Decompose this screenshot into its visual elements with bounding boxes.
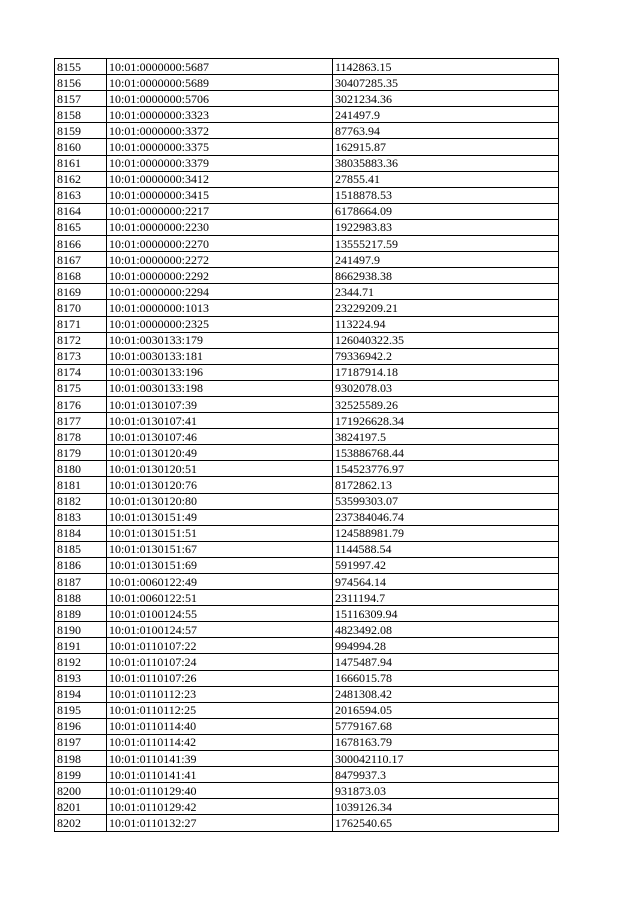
cadastral-number-cell: 10:01:0130151:51 <box>107 525 333 541</box>
table-row <box>55 767 559 783</box>
table-row <box>55 332 559 348</box>
table-row <box>55 638 559 654</box>
row-number-cell: 8168 <box>55 268 107 284</box>
cadastral-number-cell: 10:01:0000000:2230 <box>107 219 333 235</box>
value-cell: 171926628.34 <box>333 413 559 429</box>
row-number-cell: 8171 <box>55 316 107 332</box>
row-number-cell: 8188 <box>55 590 107 606</box>
value-cell: 15116309.94 <box>333 606 559 622</box>
table-body <box>55 59 559 832</box>
table-row <box>55 686 559 702</box>
table-row <box>55 574 559 590</box>
cadastral-number-cell: 10:01:0000000:3412 <box>107 171 333 187</box>
value-cell: 1144588.54 <box>333 541 559 557</box>
table-row <box>55 348 559 364</box>
value-cell: 2344.71 <box>333 284 559 300</box>
row-number-cell: 8184 <box>55 525 107 541</box>
cadastral-number-cell: 10:01:0000000:2217 <box>107 203 333 219</box>
table-row <box>55 445 559 461</box>
row-number-cell: 8181 <box>55 477 107 493</box>
table-row <box>55 91 559 107</box>
cadastral-number-cell: 10:01:0000000:5706 <box>107 91 333 107</box>
row-number-cell: 8192 <box>55 654 107 670</box>
table-row <box>55 590 559 606</box>
table-row <box>55 461 559 477</box>
value-cell: 162915.87 <box>333 139 559 155</box>
value-cell: 27855.41 <box>333 171 559 187</box>
table-row <box>55 509 559 525</box>
table-row <box>55 396 559 412</box>
cadastral-number-cell: 10:01:0130151:69 <box>107 557 333 573</box>
table-row <box>55 236 559 252</box>
table-row <box>55 187 559 203</box>
row-number-cell: 8179 <box>55 445 107 461</box>
cadastral-number-cell: 10:01:0130151:67 <box>107 541 333 557</box>
value-cell: 994994.28 <box>333 638 559 654</box>
cadastral-number-cell: 10:01:0000000:3372 <box>107 123 333 139</box>
table-row <box>55 316 559 332</box>
value-cell: 237384046.74 <box>333 509 559 525</box>
value-cell: 13555217.59 <box>333 236 559 252</box>
table-row <box>55 783 559 799</box>
row-number-cell: 8202 <box>55 815 107 831</box>
value-cell: 9302078.03 <box>333 380 559 396</box>
table-row <box>55 380 559 396</box>
cadastral-number-cell: 10:01:0000000:1013 <box>107 300 333 316</box>
table-row <box>55 284 559 300</box>
row-number-cell: 8158 <box>55 107 107 123</box>
row-number-cell: 8167 <box>55 252 107 268</box>
row-number-cell: 8160 <box>55 139 107 155</box>
row-number-cell: 8163 <box>55 187 107 203</box>
row-number-cell: 8191 <box>55 638 107 654</box>
value-cell: 4823492.08 <box>333 622 559 638</box>
cadastral-number-cell: 10:01:0110107:22 <box>107 638 333 654</box>
table-row <box>55 622 559 638</box>
row-number-cell: 8162 <box>55 171 107 187</box>
table-row <box>55 59 559 75</box>
cadastral-number-cell: 10:01:0110129:42 <box>107 799 333 815</box>
cadastral-number-cell: 10:01:0110141:41 <box>107 767 333 783</box>
cadastral-number-cell: 10:01:0000000:5689 <box>107 75 333 91</box>
row-number-cell: 8165 <box>55 219 107 235</box>
value-cell: 1762540.65 <box>333 815 559 831</box>
row-number-cell: 8173 <box>55 348 107 364</box>
cadastral-number-cell: 10:01:0130107:39 <box>107 396 333 412</box>
value-cell: 1518878.53 <box>333 187 559 203</box>
table-row <box>55 799 559 815</box>
value-cell: 113224.94 <box>333 316 559 332</box>
cadastral-number-cell: 10:01:0110112:23 <box>107 686 333 702</box>
cadastral-number-cell: 10:01:0000000:3323 <box>107 107 333 123</box>
cadastral-number-cell: 10:01:0100124:55 <box>107 606 333 622</box>
table-row <box>55 107 559 123</box>
value-cell: 153886768.44 <box>333 445 559 461</box>
table-row <box>55 606 559 622</box>
cadastral-number-cell: 10:01:0130120:76 <box>107 477 333 493</box>
value-cell: 79336942.2 <box>333 348 559 364</box>
value-cell: 591997.42 <box>333 557 559 573</box>
table-row <box>55 203 559 219</box>
cadastral-number-cell: 10:01:0130151:49 <box>107 509 333 525</box>
cadastral-number-cell: 10:01:0030133:181 <box>107 348 333 364</box>
row-number-cell: 8169 <box>55 284 107 300</box>
table-row <box>55 815 559 831</box>
value-cell: 1922983.83 <box>333 219 559 235</box>
table-row <box>55 702 559 718</box>
cadastral-number-cell: 10:01:0110114:42 <box>107 734 333 750</box>
value-cell: 931873.03 <box>333 783 559 799</box>
value-cell: 53599303.07 <box>333 493 559 509</box>
table-row <box>55 734 559 750</box>
row-number-cell: 8200 <box>55 783 107 799</box>
row-number-cell: 8178 <box>55 429 107 445</box>
value-cell: 5779167.68 <box>333 718 559 734</box>
table-row <box>55 557 559 573</box>
row-number-cell: 8196 <box>55 718 107 734</box>
row-number-cell: 8185 <box>55 541 107 557</box>
row-number-cell: 8186 <box>55 557 107 573</box>
value-cell: 3021234.36 <box>333 91 559 107</box>
value-cell: 6178664.09 <box>333 203 559 219</box>
cadastral-number-cell: 10:01:0000000:5687 <box>107 59 333 75</box>
cadastral-number-cell: 10:01:0060122:51 <box>107 590 333 606</box>
value-cell: 124588981.79 <box>333 525 559 541</box>
value-cell: 2481308.42 <box>333 686 559 702</box>
table-row <box>55 477 559 493</box>
value-cell: 8479937.3 <box>333 767 559 783</box>
row-number-cell: 8193 <box>55 670 107 686</box>
cadastral-number-cell: 10:01:0060122:49 <box>107 574 333 590</box>
table-row <box>55 268 559 284</box>
table-row <box>55 171 559 187</box>
table-row <box>55 123 559 139</box>
cadastral-number-cell: 10:01:0110107:24 <box>107 654 333 670</box>
value-cell: 30407285.35 <box>333 75 559 91</box>
value-cell: 87763.94 <box>333 123 559 139</box>
cadastral-number-cell: 10:01:0000000:3415 <box>107 187 333 203</box>
row-number-cell: 8164 <box>55 203 107 219</box>
row-number-cell: 8161 <box>55 155 107 171</box>
value-cell: 23229209.21 <box>333 300 559 316</box>
table-row <box>55 413 559 429</box>
table-row <box>55 300 559 316</box>
row-number-cell: 8176 <box>55 396 107 412</box>
value-cell: 1039126.34 <box>333 799 559 815</box>
table-row <box>55 670 559 686</box>
row-number-cell: 8190 <box>55 622 107 638</box>
cadastral-number-cell: 10:01:0000000:3375 <box>107 139 333 155</box>
value-cell: 1142863.15 <box>333 59 559 75</box>
table-row <box>55 155 559 171</box>
cadastral-number-cell: 10:01:0000000:2292 <box>107 268 333 284</box>
row-number-cell: 8159 <box>55 123 107 139</box>
table-row <box>55 751 559 767</box>
value-cell: 2311194.7 <box>333 590 559 606</box>
data-table <box>54 58 559 832</box>
value-cell: 17187914.18 <box>333 364 559 380</box>
value-cell: 2016594.05 <box>333 702 559 718</box>
table-row <box>55 219 559 235</box>
cadastral-number-cell: 10:01:0000000:2325 <box>107 316 333 332</box>
cadastral-number-cell: 10:01:0110114:40 <box>107 718 333 734</box>
value-cell: 8172862.13 <box>333 477 559 493</box>
table-row <box>55 139 559 155</box>
row-number-cell: 8197 <box>55 734 107 750</box>
row-number-cell: 8172 <box>55 332 107 348</box>
cadastral-number-cell: 10:01:0110132:27 <box>107 815 333 831</box>
table-row <box>55 429 559 445</box>
row-number-cell: 8156 <box>55 75 107 91</box>
value-cell: 38035883.36 <box>333 155 559 171</box>
cadastral-number-cell: 10:01:0100124:57 <box>107 622 333 638</box>
row-number-cell: 8194 <box>55 686 107 702</box>
row-number-cell: 8189 <box>55 606 107 622</box>
table-row <box>55 654 559 670</box>
cadastral-number-cell: 10:01:0130107:41 <box>107 413 333 429</box>
row-number-cell: 8182 <box>55 493 107 509</box>
row-number-cell: 8180 <box>55 461 107 477</box>
table-row <box>55 541 559 557</box>
table-row <box>55 493 559 509</box>
value-cell: 241497.9 <box>333 107 559 123</box>
value-cell: 154523776.97 <box>333 461 559 477</box>
value-cell: 974564.14 <box>333 574 559 590</box>
cadastral-number-cell: 10:01:0110112:25 <box>107 702 333 718</box>
row-number-cell: 8174 <box>55 364 107 380</box>
value-cell: 126040322.35 <box>333 332 559 348</box>
row-number-cell: 8157 <box>55 91 107 107</box>
cadastral-number-cell: 10:01:0130120:80 <box>107 493 333 509</box>
table-row <box>55 252 559 268</box>
row-number-cell: 8177 <box>55 413 107 429</box>
cadastral-number-cell: 10:01:0030133:198 <box>107 380 333 396</box>
cadastral-number-cell: 10:01:0000000:3379 <box>107 155 333 171</box>
row-number-cell: 8198 <box>55 751 107 767</box>
value-cell: 1666015.78 <box>333 670 559 686</box>
table-row <box>55 525 559 541</box>
cadastral-number-cell: 10:01:0130107:46 <box>107 429 333 445</box>
cadastral-number-cell: 10:01:0000000:2270 <box>107 236 333 252</box>
row-number-cell: 8183 <box>55 509 107 525</box>
value-cell: 1678163.79 <box>333 734 559 750</box>
cadastral-number-cell: 10:01:0030133:196 <box>107 364 333 380</box>
row-number-cell: 8170 <box>55 300 107 316</box>
value-cell: 8662938.38 <box>333 268 559 284</box>
cadastral-number-cell: 10:01:0110141:39 <box>107 751 333 767</box>
cadastral-number-cell: 10:01:0130120:51 <box>107 461 333 477</box>
row-number-cell: 8166 <box>55 236 107 252</box>
table-row <box>55 75 559 91</box>
value-cell: 300042110.17 <box>333 751 559 767</box>
value-cell: 241497.9 <box>333 252 559 268</box>
cadastral-number-cell: 10:01:0000000:2294 <box>107 284 333 300</box>
row-number-cell: 8175 <box>55 380 107 396</box>
row-number-cell: 8155 <box>55 59 107 75</box>
row-number-cell: 8199 <box>55 767 107 783</box>
cadastral-number-cell: 10:01:0130120:49 <box>107 445 333 461</box>
cadastral-number-cell: 10:01:0000000:2272 <box>107 252 333 268</box>
table-row <box>55 364 559 380</box>
cadastral-number-cell: 10:01:0030133:179 <box>107 332 333 348</box>
value-cell: 32525589.26 <box>333 396 559 412</box>
table-row <box>55 718 559 734</box>
value-cell: 1475487.94 <box>333 654 559 670</box>
value-cell: 3824197.5 <box>333 429 559 445</box>
cadastral-number-cell: 10:01:0110129:40 <box>107 783 333 799</box>
row-number-cell: 8201 <box>55 799 107 815</box>
row-number-cell: 8187 <box>55 574 107 590</box>
cadastral-number-cell: 10:01:0110107:26 <box>107 670 333 686</box>
row-number-cell: 8195 <box>55 702 107 718</box>
